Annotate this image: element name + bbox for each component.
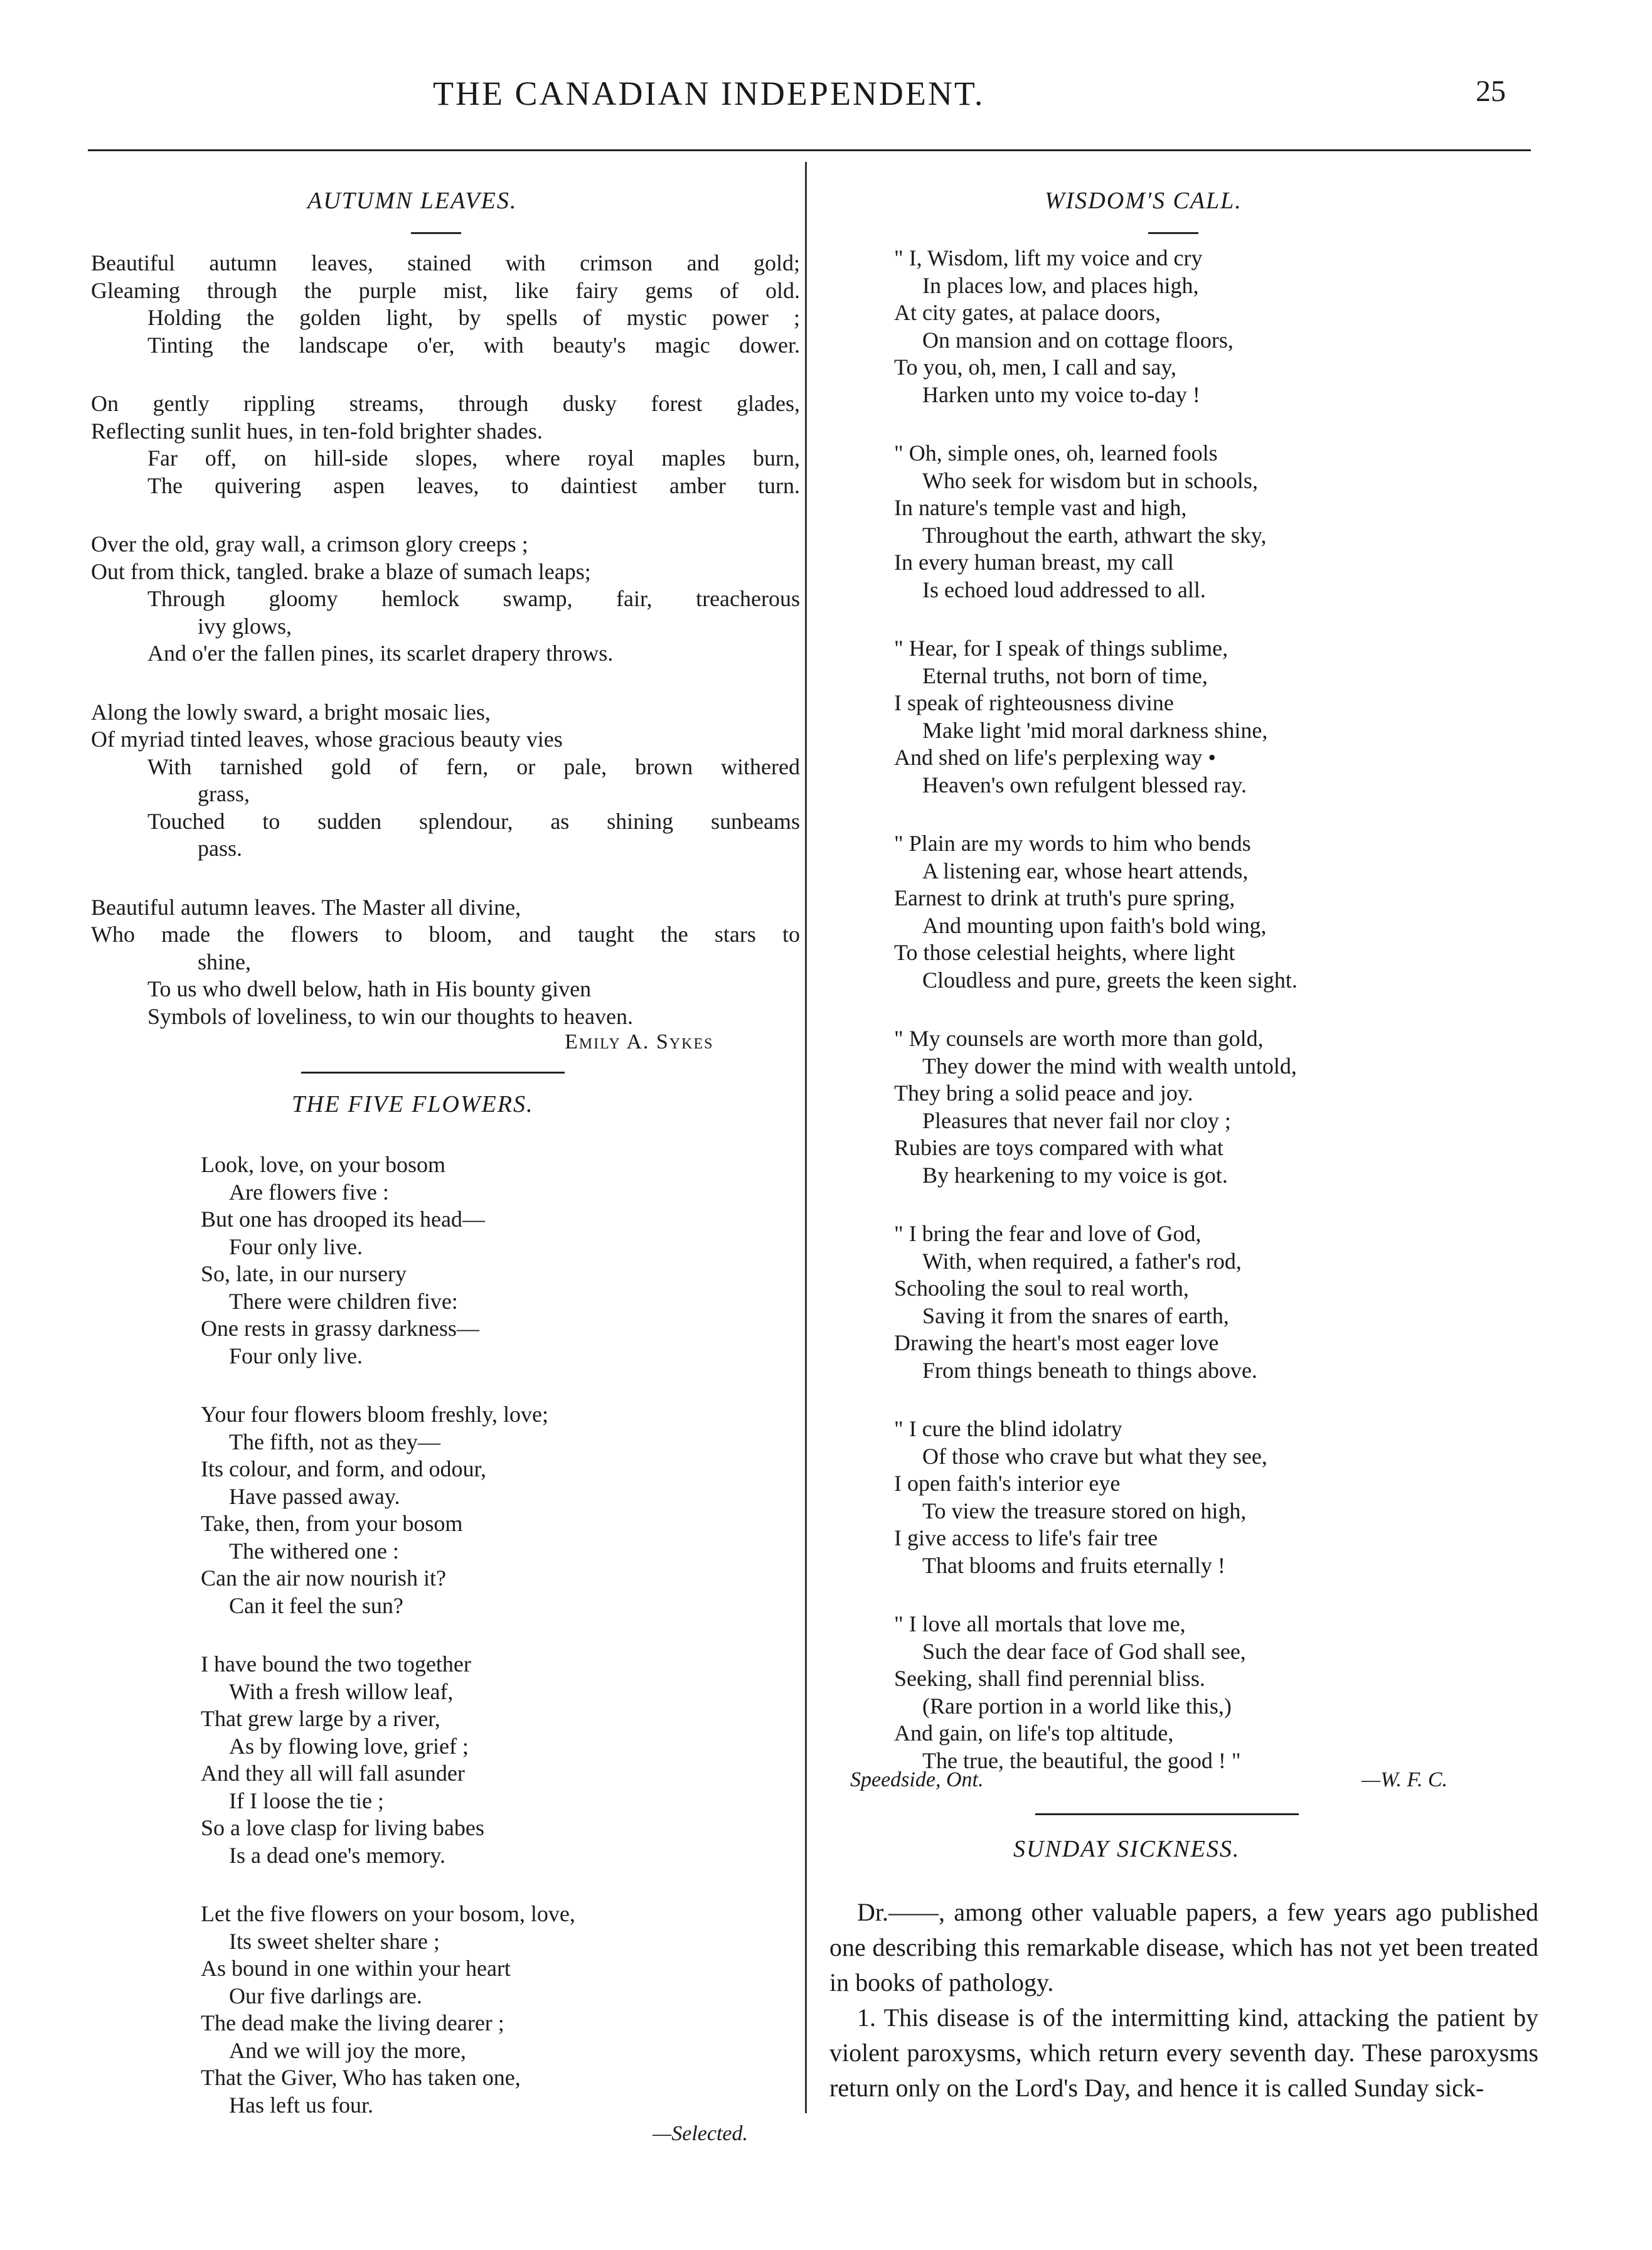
poem-line: And we will joy the more, (229, 2037, 466, 2063)
poem-title-wisdoms-call: WISDOM'S CALL. (1045, 188, 1242, 214)
poem-line: I speak of righteousness divine (894, 690, 1174, 715)
page-number: 25 (1476, 75, 1506, 108)
poem-line: To view the treasure stored on high, (922, 1498, 1247, 1523)
poem-line: Is a dead one's memory. (229, 1842, 446, 1868)
poem-line: Four only live. (229, 1234, 363, 1259)
poem-line: Touched to sudden splendour, as shining sunbeams (147, 808, 800, 834)
poem-line: Who made the flowers to bloom, and taught the stars to (91, 922, 800, 947)
poem-line: There were children five: (229, 1288, 458, 1314)
poem-line: Beautiful autumn leaves. The Master all divine, (91, 894, 521, 920)
poem-title-five-flowers: THE FIVE FLOWERS. (292, 1091, 534, 1117)
poem-autumn-leaves (91, 250, 800, 1030)
poem-line: Through gloomy hemlock swamp, fair, treacherous (147, 586, 800, 611)
poem-line: Saving it from the snares of earth, (922, 1303, 1229, 1328)
poem-line: Along the lowly sward, a bright mosaic lies, (91, 699, 491, 725)
poem-line: Holding the golden light, by spells of mystic power ; (147, 305, 800, 330)
poem-line: Out from thick, tangled. brake a blaze of sumach leaps; (91, 558, 591, 584)
poem-five-flowers (201, 1151, 791, 2119)
poem-line: I have bound the two together (201, 1651, 471, 1677)
section-rule (301, 1072, 565, 1074)
poem-line: Four only live. (229, 1343, 363, 1368)
poem-line: Such the dear face of God shall see, (922, 1638, 1246, 1664)
poem-line: Earnest to drink at truth's pure spring, (894, 885, 1235, 910)
poem-line: From things beneath to things above. (922, 1357, 1257, 1383)
poem-line: Look, love, on your bosom (201, 1152, 445, 1177)
poem-line: Its colour, and form, and odour, (201, 1456, 487, 1481)
poem-line: Symbols of loveliness, to win our thoughts to heaven. (147, 1003, 633, 1029)
poem-line: That the Giver, Who has taken one, (201, 2065, 521, 2090)
poem-line: The dead make the living dearer ; (201, 2010, 504, 2035)
poem-line: Have passed away. (229, 1483, 400, 1509)
poem-line: And mounting upon faith's bold wing, (922, 912, 1267, 938)
selected-credit: —Selected. (653, 2122, 748, 2145)
poem-line: That blooms and fruits eternally ! (922, 1552, 1225, 1578)
poem-line: Cloudless and pure, greets the keen sight. (922, 967, 1298, 993)
poem-line: Of myriad tinted leaves, whose gracious beauty vies (91, 727, 563, 752)
poem-line: " My counsels are worth more than gold, (894, 1026, 1264, 1051)
poem-line: The true, the beautiful, the good ! " (922, 1747, 1241, 1773)
poem-line: Rubies are toys compared with what (894, 1135, 1223, 1160)
place-credit: Speedside, Ont. (850, 1768, 984, 1791)
poem-line: Is echoed loud addressed to all. (922, 577, 1206, 602)
poem-line: I open faith's interior eye (894, 1471, 1121, 1496)
poem-line: shine, (198, 949, 251, 974)
poem-line: Beautiful autumn leaves, stained with crimson and gold; (91, 250, 800, 275)
author-credit: Emily A. Sykes (565, 1030, 714, 1053)
poem-line: Its sweet shelter share ; (229, 1928, 440, 1954)
poem-line: And gain, on life's top altitude, (894, 1720, 1174, 1746)
poem-line: Harken unto my voice to-day ! (922, 381, 1200, 407)
poem-line: Let the five flowers on your bosom, love, (201, 1901, 575, 1926)
poem-line: With a fresh willow leaf, (229, 1678, 454, 1704)
poem-line: They bring a solid peace and joy. (894, 1080, 1193, 1106)
poem-line: If I loose the tie ; (229, 1788, 384, 1813)
poem-line: Far off, on hill-side slopes, where royal maples burn, (147, 445, 800, 471)
poem-line: Reflecting sunlit hues, in ten-fold brighter shades. (91, 418, 543, 444)
poem-line: Our five darlings are. (229, 1983, 422, 2008)
poem-line: (Rare portion in a world like this,) (922, 1693, 1232, 1719)
column-divider (805, 162, 807, 2113)
poem-line: " Oh, simple ones, oh, learned fools (894, 440, 1218, 466)
poem-line: " I love all mortals that love me, (894, 1611, 1186, 1636)
header-rule (88, 149, 1531, 151)
poem-line: The quivering aspen leaves, to daintiest amber turn. (147, 472, 800, 498)
poem-line: Pleasures that never fail nor cloy ; (922, 1107, 1231, 1133)
poem-line: Of those who crave but what they see, (922, 1443, 1267, 1469)
poem-line: " I cure the blind idolatry (894, 1416, 1122, 1441)
poem-line: grass, (198, 781, 250, 806)
poem-line: As bound in one within your heart (201, 1956, 511, 1981)
poem-line: Eternal truths, not born of time, (922, 663, 1208, 688)
poem-line: To us who dwell below, hath in His bounty given (147, 976, 592, 1001)
poem-line: But one has drooped its head— (201, 1207, 485, 1232)
poem-line: Make light 'mid moral darkness shine, (922, 717, 1268, 743)
title-rule (1148, 232, 1198, 234)
signature-credit: —W. F. C. (1362, 1768, 1447, 1791)
poem-line: And they all will fall asunder (201, 1761, 465, 1786)
poem-line: On mansion and on cottage floors, (922, 327, 1234, 353)
poem-line: Schooling the soul to real worth, (894, 1276, 1189, 1301)
poem-line: One rests in grassy darkness— (201, 1316, 479, 1341)
poem-line: Seeking, shall find perennial bliss. (894, 1666, 1205, 1691)
poem-line: pass. (198, 836, 242, 861)
poem-line: A listening ear, whose heart attends, (922, 858, 1249, 883)
poem-line: Heaven's own refulgent blessed ray. (922, 772, 1247, 797)
poem-line: Gleaming through the purple mist, like fairy gems of old. (91, 277, 800, 303)
poem-line: To you, oh, men, I call and say, (894, 355, 1177, 380)
poem-line: The withered one : (229, 1538, 399, 1564)
section-rule (1035, 1813, 1299, 1815)
poem-line: And shed on life's perplexing way • (894, 745, 1216, 770)
poem-line: Has left us four. (229, 2092, 373, 2118)
poem-line: In nature's temple vast and high, (894, 495, 1187, 520)
poem-line: To those celestial heights, where light (894, 940, 1235, 965)
title-rule (411, 232, 461, 234)
poem-line: Drawing the heart's most eager love (894, 1330, 1219, 1355)
poem-line: In places low, and places high, (922, 272, 1199, 298)
poem-line: Are flowers five : (229, 1179, 389, 1205)
poem-line: By hearkening to my voice is got. (922, 1162, 1228, 1188)
poem-line: With tarnished gold of fern, or pale, brown withered (147, 754, 800, 779)
poem-line: With, when required, a father's rod, (922, 1248, 1242, 1274)
article-title-sunday-sickness: SUNDAY SICKNESS. (1013, 1836, 1240, 1862)
poem-line: Take, then, from your bosom (201, 1511, 463, 1536)
poem-line: Throughout the earth, athwart the sky, (922, 522, 1267, 548)
poem-line: That grew large by a river, (201, 1706, 440, 1731)
poem-line: At city gates, at palace doors, (894, 300, 1161, 325)
poem-title-autumn-leaves: AUTUMN LEAVES. (307, 188, 518, 214)
poem-line: So, late, in our nursery (201, 1261, 407, 1286)
article-paragraph: 1. This disease is of the intermitting kind, attacking the patient by violent paroxysms, which return every seventh day. These paroxysms return only on the Lord's Day, and hence it is called Sunday sick- (829, 2003, 1538, 2102)
poem-line: ivy glows, (198, 613, 292, 639)
poem-line: " I bring the fear and love of God, (894, 1221, 1202, 1246)
poem-line: I give access to life's fair tree (894, 1525, 1158, 1550)
article-body (829, 1895, 1538, 2106)
poem-line: " Plain are my words to him who bends (894, 831, 1251, 856)
poem-line: " I, Wisdom, lift my voice and cry (894, 245, 1203, 270)
poem-line: Over the old, gray wall, a crimson glory creeps ; (91, 531, 528, 557)
poem-wisdoms-call (894, 245, 1490, 1774)
poem-line: Your four flowers bloom freshly, love; (201, 1402, 548, 1427)
poem-line: As by flowing love, grief ; (229, 1733, 469, 1759)
poem-line: And o'er the fallen pines, its scarlet drapery throws. (147, 641, 614, 666)
poem-line: In every human breast, my call (894, 550, 1174, 575)
poem-line: They dower the mind with wealth untold, (922, 1053, 1297, 1079)
poem-line: On gently rippling streams, through dusky forest glades, (91, 391, 800, 416)
poem-line: The fifth, not as they— (229, 1429, 440, 1454)
poem-line: Who seek for wisdom but in schools, (922, 467, 1258, 493)
poem-line: " Hear, for I speak of things sublime, (894, 636, 1228, 661)
poem-line: Tinting the landscape o'er, with beauty's magic dower. (147, 332, 800, 358)
poem-line: So a love clasp for living babes (201, 1815, 484, 1840)
poem-line: Can it feel the sun? (229, 1592, 403, 1618)
poem-line: Can the air now nourish it? (201, 1565, 446, 1591)
running-title: THE CANADIAN INDEPENDENT. (433, 75, 985, 112)
article-paragraph: Dr.——, among other valuable papers, a few years ago published one describing this remarkable disease, which has not yet been treated in books of pathology. (829, 1898, 1538, 1997)
